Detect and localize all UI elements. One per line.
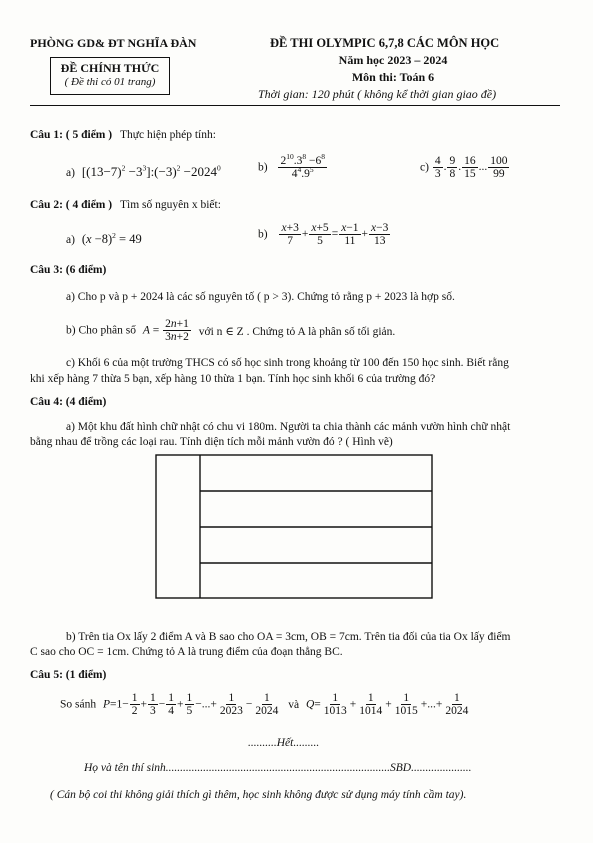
equation-2a: $(x -8)^2 = 49$	[81, 230, 142, 246]
question-1-heading-row	[30, 129, 216, 141]
question-1c: c) $\frac{4}{3}$ . $\frac{9}{8}$ . $\frac{16}{15}$ ... $\frac{100}{99}$	[420, 155, 510, 180]
question-3a: a) Cho p và p + 2024 là các số nguyên tố ( p > 3). Chứng tỏ rằng p + 2023 là hợp số.	[66, 291, 455, 303]
school-year: Năm học 2023 – 2024	[338, 53, 448, 67]
question-1-prompt: Thực hiện phép tính:	[119, 129, 216, 141]
header-rule	[30, 105, 560, 106]
exam-title: ĐỀ THI OLYMPIC 6,7,8 CÁC MÔN HỌC	[270, 36, 500, 50]
question-3c-line2: khi xếp hàng 7 thừa 5 bạn, xếp hàng 10 thừa 1 bạn. Tính học sinh khối 6 của trường đó?	[30, 373, 436, 385]
expression-1a: [$(13-7)^2$ $-3^3]:(-3)^2 -2024^0$	[81, 163, 221, 179]
official-box	[50, 57, 170, 95]
fraction-A: A = $\frac{2n+1}{3n+2}$	[142, 318, 189, 344]
question-1a: a) [$(13-7)^2$ $-3^3]:(-3)^2 -2024^0$	[66, 163, 221, 179]
question-4a-line2: bằng nhau để trồng các loại rau. Tính diện tích mỗi mảnh vườn đó ? ( Hình vẽ)	[30, 436, 393, 448]
question-4-heading: Câu 4: (4 điểm)	[30, 396, 107, 408]
dept-name: PHÒNG GD& ĐT NGHĨA ĐÀN	[30, 36, 197, 50]
question-1-heading: Câu 1: ( 5 điểm )	[30, 129, 113, 141]
question-4b-line1: b) Trên tia Ox lấy 2 điểm A và B sao cho OA = 3cm, OB = 7cm. Trên tia đối của tia Ox lấy điểm	[66, 631, 511, 643]
question-4a-line1: a) Một khu đất hình chữ nhật có chu vi 180m. Người ta chia thành các mảnh vườn hình chữ nhật	[66, 421, 511, 433]
question-5-body: So sánh P=1− $\frac{1}{2}$ + $\frac{1}{3}$ − $\frac{1}{4}$ + $\frac{1}{5}$ −...+ $\frac{1}{2023}$ − $\frac{1}{2024}$ và Q= $\frac{1}{1013}$ + $\frac{1}{1014}$ + $\frac{1}{1015}$ +...+ $\frac{1}{2024}$	[60, 692, 471, 717]
question-4b-line2: C sao cho OC = 1cm. Chứng tỏ A là trung điểm của đoạn thẳng BC.	[30, 646, 343, 658]
time-limit: Thời gian: 120 phút ( không kể thời gian giao đề)	[258, 87, 497, 101]
candidate-info: Họ và tên thí sinh..............................................................................SBD.....................	[84, 762, 472, 774]
question-3-heading: Câu 3: (6 điểm)	[30, 264, 107, 276]
expression-P: P=1− $\frac{1}{2}$ + $\frac{1}{3}$ − $\frac{1}{4}$ + $\frac{1}{5}$ −...+ $\frac{1}{2023}$ − $\frac{1}{2024}$	[102, 692, 279, 718]
question-2-prompt: Tìm số nguyên x biết:	[119, 199, 221, 211]
official-label: ĐỀ CHÍNH THỨC	[60, 61, 160, 75]
garden-figure	[155, 454, 433, 599]
expression-Q: Q= $\frac{1}{1013}$ + $\frac{1}{1014}$ + $\frac{1}{1015}$ +...+ $\frac{1}{2024}$	[305, 692, 469, 718]
equation-2b: $\frac{x+3}{7}$ + $\frac{x+5}{5}$ = $\frac{x-1}{11}$ + $\frac{x-3}{13}$	[281, 222, 389, 248]
question-1b: b) $\frac{2^{10}.3^8 -6^8}{4^4.9^5}$	[258, 152, 325, 181]
question-2a: a) $(x -8)^2 = 49$	[66, 230, 142, 246]
question-3c-line1: c) Khối 6 của một trường THCS có số học sinh trong khoảng từ 100 đến 150 học sinh. Biết rằng	[66, 357, 509, 369]
end-marker: ..........Hết.........	[248, 737, 320, 749]
question-2-heading: Câu 2: ( 4 điểm )	[30, 199, 113, 211]
question-2b: b) $\frac{x+3}{7}$ + $\frac{x+5}{5}$ = $\frac{x-1}{11}$ + $\frac{x-3}{13}$	[258, 222, 391, 247]
expression-1c: $\frac{4}{3}$ . $\frac{9}{8}$ . $\frac{16}{15}$ ... $\frac{100}{99}$	[434, 155, 508, 181]
question-3b: b) Cho phân số A = $\frac{2n+1}{3n+2}$ với n ∈ Z . Chứng tỏ A là phân số tối giản.	[66, 318, 396, 344]
question-2-heading-row	[30, 199, 221, 211]
pages-note: ( Đề thi có 01 trang)	[64, 76, 156, 88]
fraction-1b: $\frac{2^{10}.3^8 -6^8}{4^4.9^5}$	[280, 152, 325, 181]
proctor-note: ( Cán bộ coi thi không giải thích gì thêm, học sinh không được sử dụng máy tính cầm tay).	[50, 789, 467, 801]
subject: Môn thi: Toán 6	[351, 70, 435, 84]
question-5-heading: Câu 5: (1 điểm)	[30, 669, 107, 681]
